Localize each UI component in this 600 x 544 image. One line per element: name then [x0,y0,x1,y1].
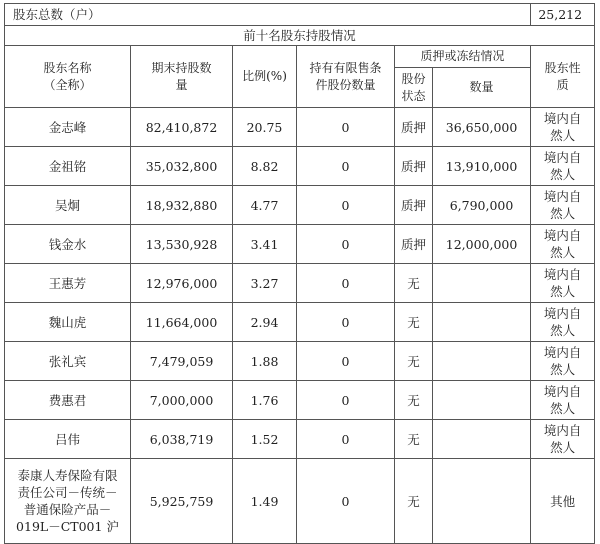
restricted-shares: 0 [297,303,395,342]
pledge-qty [433,459,531,544]
pledge-qty [433,264,531,303]
shares-held: 7,479,059 [131,342,233,381]
table-row [5,225,595,264]
shareholder-name: 魏山虎 [5,303,131,342]
table-row [5,186,595,225]
pledge-qty: 36,650,000 [433,108,531,147]
total-shareholders-row [5,4,595,26]
restricted-shares: 0 [297,420,395,459]
shareholder-name: 金志峰 [5,108,131,147]
restricted-shares: 0 [297,459,395,544]
shareholder-nature: 境内自 然人 [531,186,595,225]
shareholder-nature: 其他 [531,459,595,544]
shareholder-name: 泰康人寿保险有限 责任公司－传统－ 普通保险产品－ 019L－CT001 沪 [5,459,131,544]
shareholder-nature: 境内自 然人 [531,225,595,264]
pledge-status: 无 [395,303,433,342]
shareholder-nature: 境内自 然人 [531,108,595,147]
shareholder-nature: 境内自 然人 [531,264,595,303]
table-row [5,420,595,459]
table-row [5,381,595,420]
share-ratio: 4.77 [233,186,297,225]
shareholder-name: 吕伟 [5,420,131,459]
pledge-qty: 6,790,000 [433,186,531,225]
shareholder-nature: 境内自 然人 [531,147,595,186]
shareholder-name: 钱金水 [5,225,131,264]
shares-held: 12,976,000 [131,264,233,303]
share-ratio: 3.41 [233,225,297,264]
shareholder-nature: 境内自 然人 [531,303,595,342]
table-row [5,264,595,303]
pledge-status: 无 [395,264,433,303]
header-pledge-qty: 数量 [433,68,531,108]
pledge-qty: 13,910,000 [433,147,531,186]
pledge-status: 质押 [395,147,433,186]
restricted-shares: 0 [297,225,395,264]
restricted-shares: 0 [297,264,395,303]
header-pledge-group: 质押或冻结情况 [395,46,531,68]
pledge-qty [433,381,531,420]
shareholder-name: 金祖铭 [5,147,131,186]
shares-held: 18,932,880 [131,186,233,225]
shares-held: 82,410,872 [131,108,233,147]
restricted-shares: 0 [297,381,395,420]
table-row [5,147,595,186]
pledge-qty [433,420,531,459]
shareholder-name: 王惠芳 [5,264,131,303]
header-ratio: 比例(%) [233,46,297,108]
total-shareholders-label: 股东总数（户） [5,4,531,26]
total-shareholders-value: 25,212 [531,4,595,26]
shareholder-table [4,3,595,544]
share-ratio: 8.82 [233,147,297,186]
pledge-status: 无 [395,342,433,381]
shares-held: 13,530,928 [131,225,233,264]
shareholder-name: 吴炯 [5,186,131,225]
shares-held: 35,032,800 [131,147,233,186]
table-row [5,303,595,342]
shareholder-nature: 境内自 然人 [531,381,595,420]
pledge-qty [433,303,531,342]
pledge-status: 质押 [395,225,433,264]
shares-held: 11,664,000 [131,303,233,342]
shareholder-name: 费惠君 [5,381,131,420]
pledge-status: 质押 [395,186,433,225]
pledge-status: 无 [395,420,433,459]
restricted-shares: 0 [297,147,395,186]
header-nature: 股东性 质 [531,46,595,108]
restricted-shares: 0 [297,186,395,225]
share-ratio: 1.49 [233,459,297,544]
header-row-1 [5,46,595,68]
share-ratio: 3.27 [233,264,297,303]
share-ratio: 1.76 [233,381,297,420]
share-ratio: 1.88 [233,342,297,381]
pledge-status: 无 [395,459,433,544]
shareholder-nature: 境内自 然人 [531,420,595,459]
shares-held: 6,038,719 [131,420,233,459]
share-ratio: 2.94 [233,303,297,342]
pledge-status: 无 [395,381,433,420]
restricted-shares: 0 [297,108,395,147]
header-shares: 期末持股数 量 [131,46,233,108]
table-row [5,459,595,544]
shareholder-nature: 境内自 然人 [531,342,595,381]
pledge-qty: 12,000,000 [433,225,531,264]
table-row [5,108,595,147]
section-title: 前十名股东持股情况 [5,26,595,46]
shares-held: 7,000,000 [131,381,233,420]
header-restricted: 持有有限售条 件股份数量 [297,46,395,108]
shareholder-name: 张礼宾 [5,342,131,381]
header-pledge-status: 股份 状态 [395,68,433,108]
section-title-row [5,26,595,46]
shares-held: 5,925,759 [131,459,233,544]
pledge-status: 质押 [395,108,433,147]
table-row [5,342,595,381]
pledge-qty [433,342,531,381]
share-ratio: 1.52 [233,420,297,459]
share-ratio: 20.75 [233,108,297,147]
restricted-shares: 0 [297,342,395,381]
header-name: 股东名称 （全称） [5,46,131,108]
